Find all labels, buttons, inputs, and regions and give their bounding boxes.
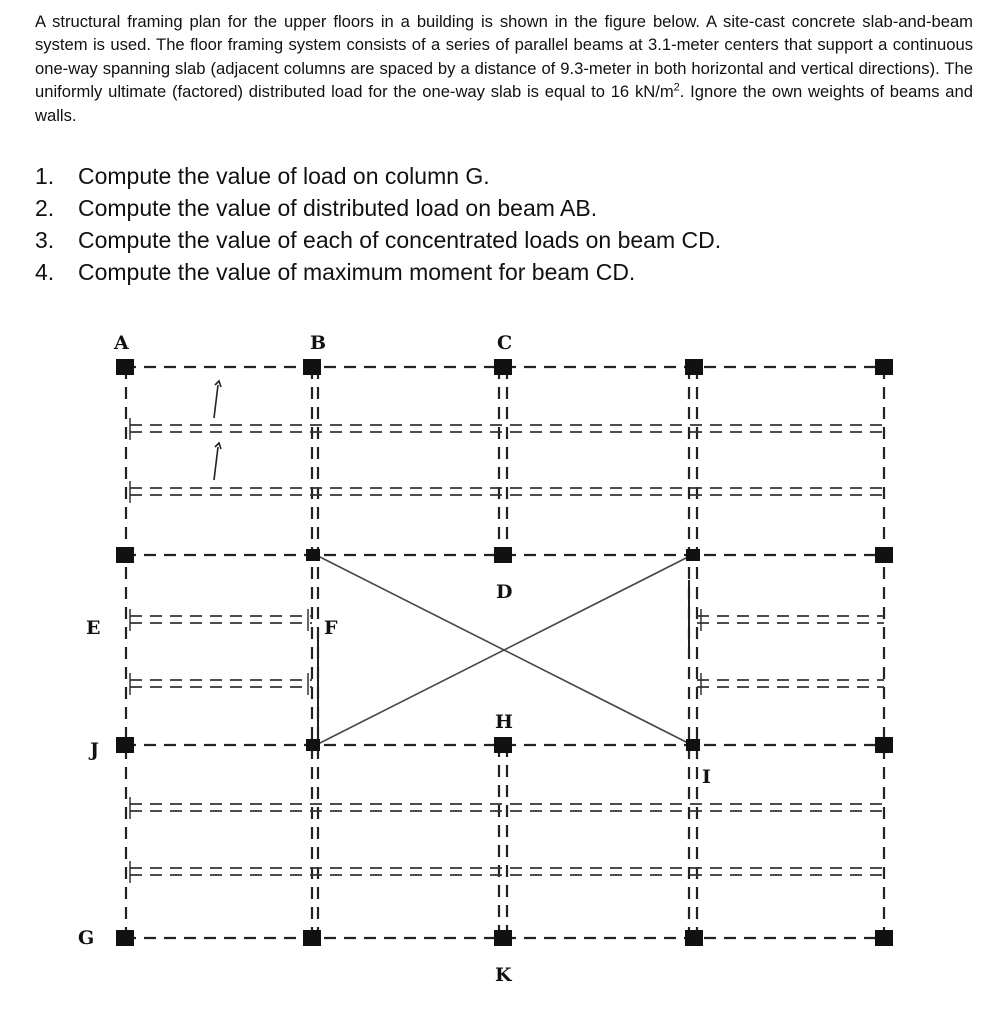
question-number: 2. [35, 195, 55, 221]
point-labels [78, 332, 711, 986]
label-a: A [114, 332, 129, 354]
label-c: C [497, 332, 513, 354]
label-f: F [324, 617, 338, 639]
label-i: I [702, 766, 711, 788]
superscript-two: 2 [673, 81, 680, 94]
question-list [35, 160, 721, 288]
columns [116, 359, 893, 946]
problem-text: A structural framing plan for the upper floors in a building is shown in the figure below. A site-cast concrete slab-and-beam system is used. The floor framing system consists of a series of parallel beams at 3.1-meter centers that support a continuous one-way spanning slab (adjacent columns are spaced by a distance of 9.3-meter in both horizontal and vertical directions). The uniformly ultimate (factored) distributed load for the one-way slab is equal to 16 kN/m [35, 12, 973, 102]
slab-span-arrows [214, 381, 221, 480]
question-item [35, 256, 721, 288]
label-b: B [310, 332, 327, 354]
question-item [35, 192, 721, 224]
question-item [35, 224, 721, 256]
label-e: E [86, 617, 101, 639]
label-j: J [90, 739, 99, 761]
question-number: 3. [35, 227, 55, 253]
question-text: Compute the value of load on column G. [78, 163, 490, 189]
question-item [35, 160, 721, 192]
problem-text-end: . Ignore the own weights of beams and walls. [35, 82, 973, 125]
label-g: G [78, 927, 95, 949]
question-text: Compute the value of each of concentrated loads on beam CD. [78, 227, 722, 253]
label-k: K [495, 964, 512, 986]
question-number: 1. [35, 163, 55, 189]
question-text: Compute the value of maximum moment for beam CD. [78, 259, 636, 285]
question-text: Compute the value of distributed load on beam AB. [78, 195, 598, 221]
framing-plan-figure [0, 300, 992, 1024]
question-number: 4. [35, 259, 55, 285]
label-d: D [496, 581, 513, 603]
problem-statement [35, 10, 973, 127]
label-h: H [495, 711, 513, 733]
girders [124, 367, 884, 938]
